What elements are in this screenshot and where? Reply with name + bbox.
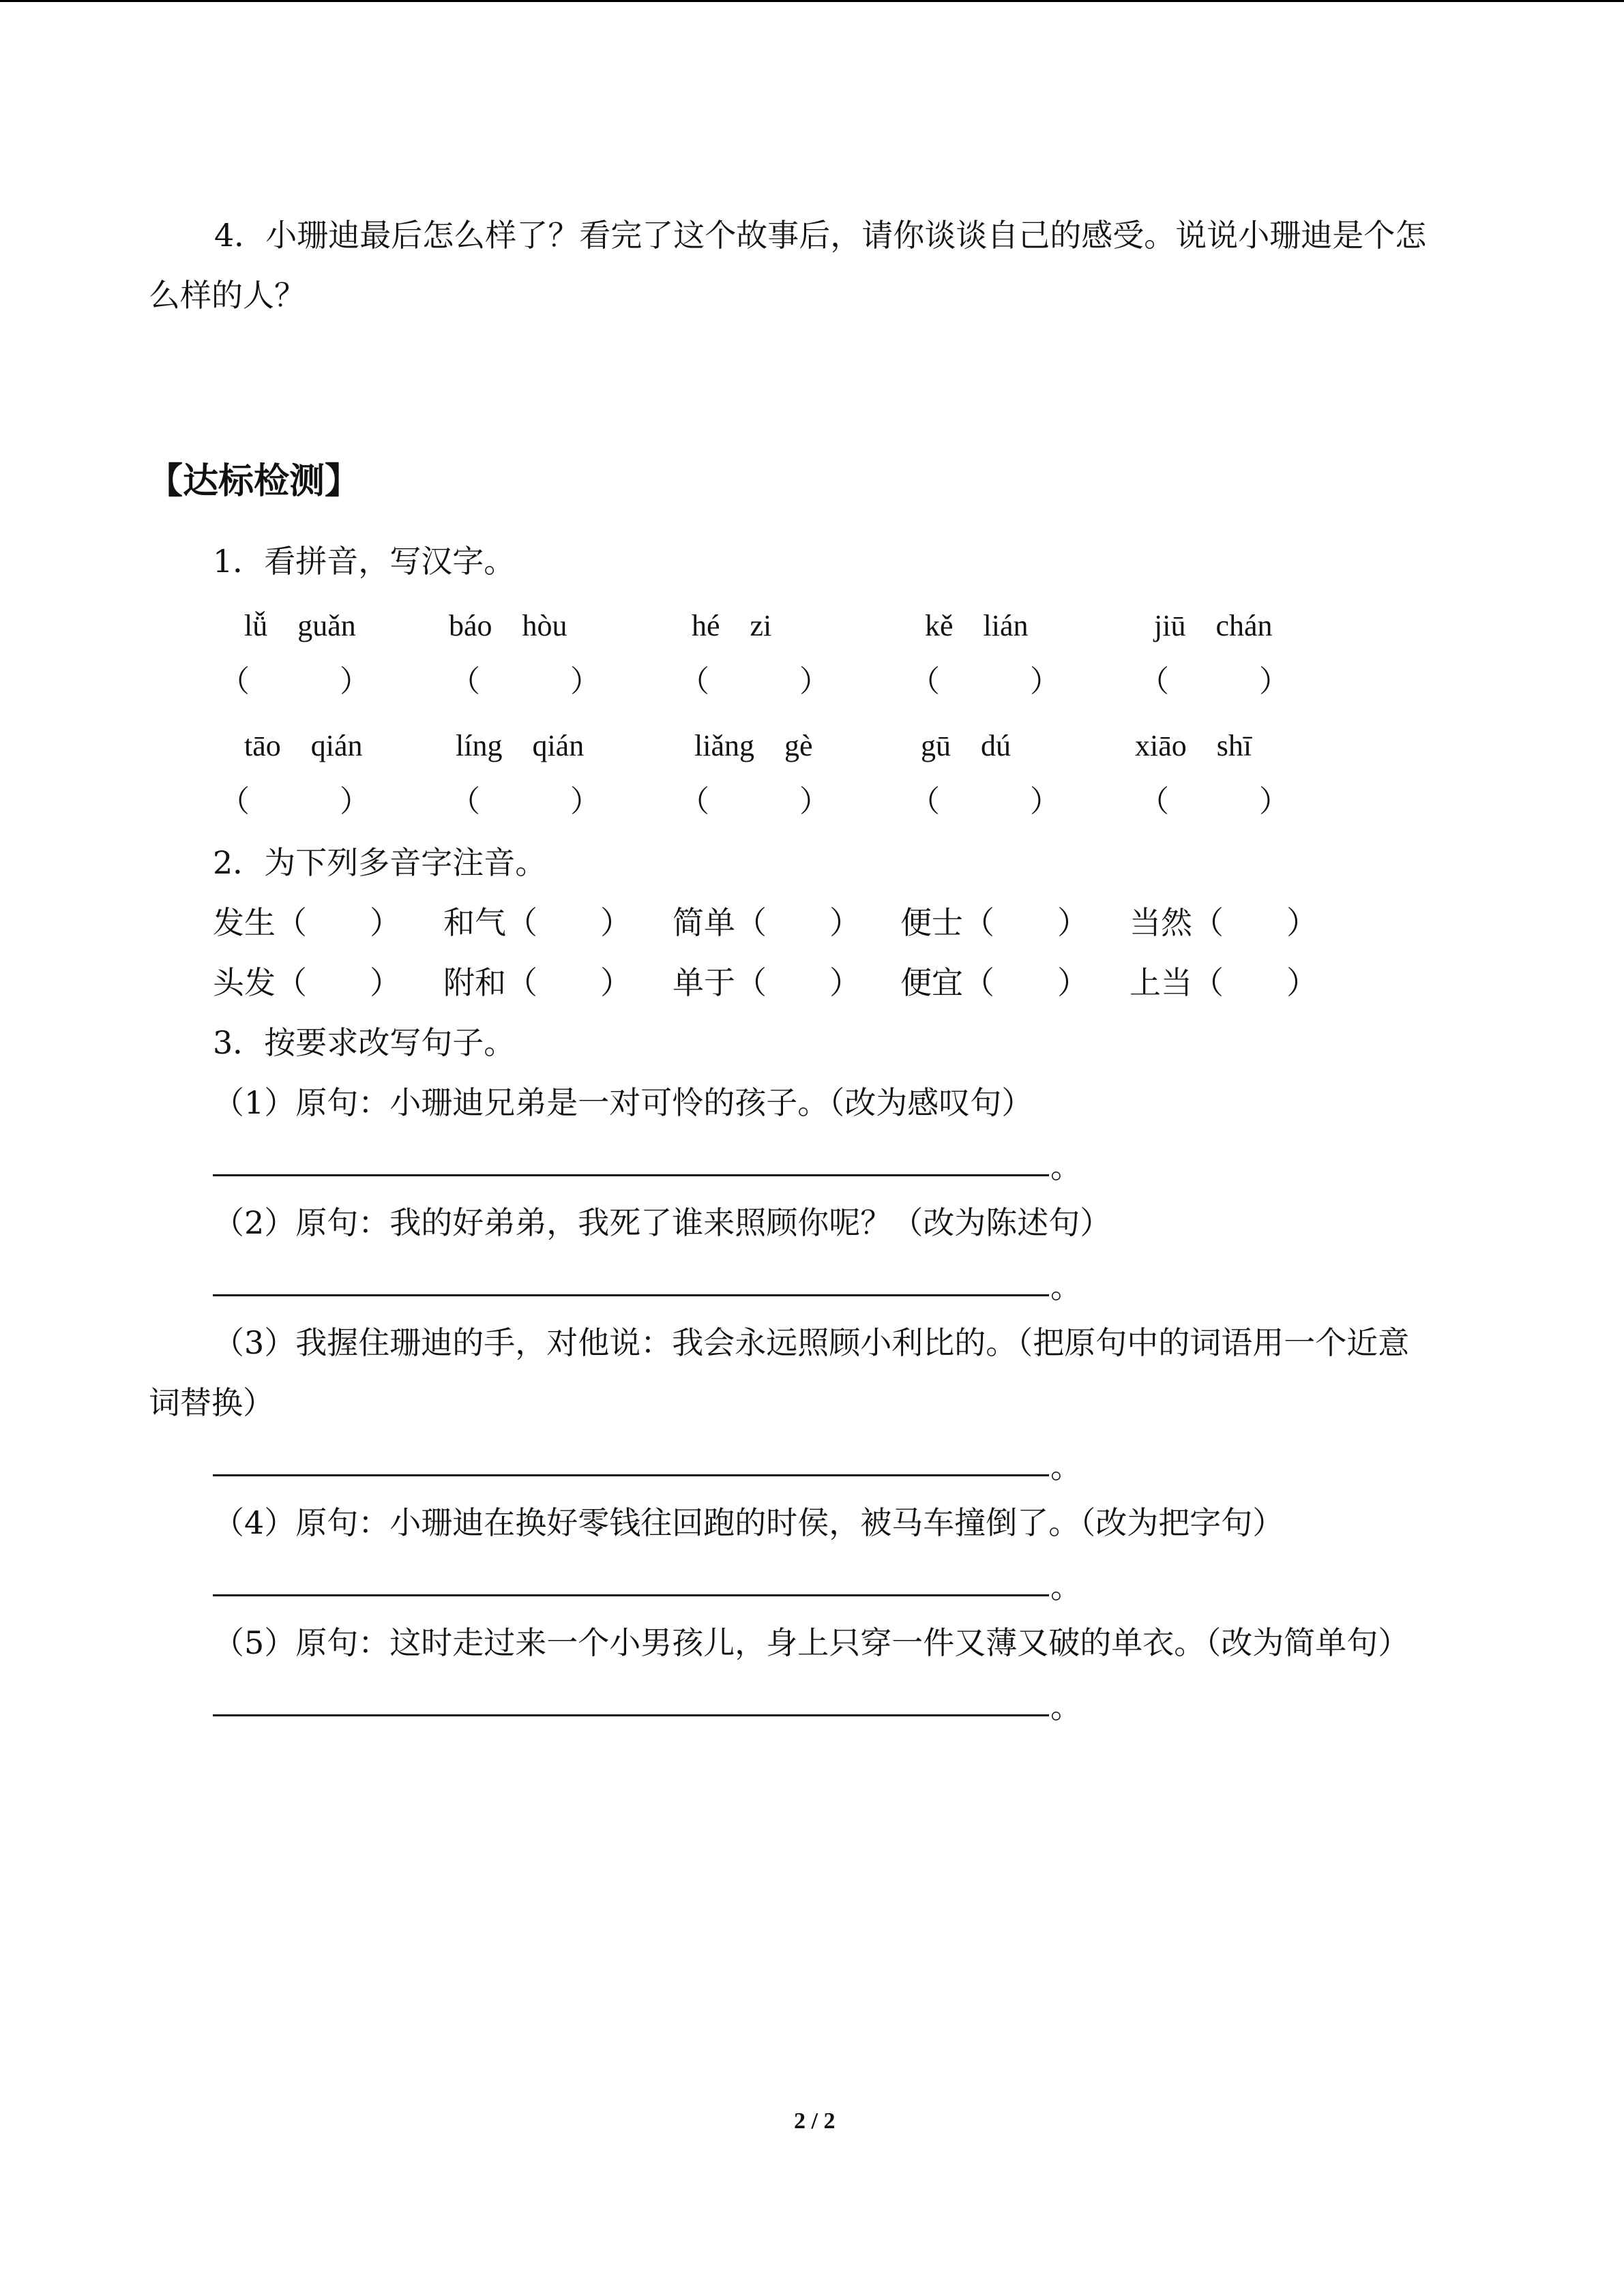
pinyin-item: jiū chán xyxy=(1154,609,1273,642)
answer-paren-right: ） xyxy=(340,784,370,819)
answer-period: 。 xyxy=(1050,1568,1082,1605)
answer-paren-left: （ xyxy=(220,784,250,819)
pinyin-item: báo hòu xyxy=(449,609,567,642)
answer-paren-left: （ xyxy=(910,784,940,819)
page-top-border xyxy=(0,0,1624,2)
answer-paren-left: （ xyxy=(1139,784,1169,819)
pinyin-item: hé zi xyxy=(692,609,772,642)
answer-blank-line xyxy=(213,1294,1049,1296)
answer-blank-line xyxy=(213,1594,1049,1596)
task3-sentence-3-line1: （3）我握住珊迪的手，对他说：我会永远照顾小利比的。（把原句中的词语用一个近意 xyxy=(213,1324,1410,1361)
task3-sentence-1: （1）原句：小珊迪兄弟是一对可怜的孩子。（改为感叹句） xyxy=(213,1084,1033,1121)
answer-paren-left: （ xyxy=(679,784,709,819)
pinyin-item: gū dú xyxy=(921,729,1011,762)
answer-period: 。 xyxy=(1050,1448,1082,1485)
task3-sentence-4: （4）原句：小珊迪在换好零钱往回跑的时侯，被马车撞倒了。（改为把字句） xyxy=(213,1504,1284,1541)
q4-line1: 4．小珊迪最后怎么样了？看完了这个故事后，请你谈谈自己的感受。说说小珊迪是个怎 xyxy=(214,217,1427,254)
pinyin-item: tāo qián xyxy=(244,729,363,762)
answer-blank-line xyxy=(213,1174,1049,1176)
answer-blank-line xyxy=(213,1474,1049,1476)
polyphone-item: 发生（ ） xyxy=(213,904,401,941)
polyphone-item: 上当（ ） xyxy=(1130,964,1318,1001)
answer-period: 。 xyxy=(1050,1148,1082,1185)
answer-paren-right: ） xyxy=(570,784,600,819)
polyphone-item: 简单（ ） xyxy=(673,904,861,941)
answer-period: 。 xyxy=(1050,1268,1082,1305)
answer-paren-right: ） xyxy=(1259,784,1289,819)
pinyin-item: kě lián xyxy=(925,609,1029,642)
polyphone-item: 附和（ ） xyxy=(443,964,632,1001)
answer-paren-left: （ xyxy=(450,784,480,819)
answer-paren-right: ） xyxy=(1030,664,1060,699)
polyphone-item: 当然（ ） xyxy=(1130,904,1318,941)
polyphone-item: 便宜（ ） xyxy=(900,964,1089,1001)
answer-paren-left: （ xyxy=(910,664,940,699)
answer-paren-right: ） xyxy=(799,784,829,819)
answer-paren-left: （ xyxy=(1139,664,1169,699)
polyphone-item: 单于（ ） xyxy=(673,964,861,1001)
answer-paren-right: ） xyxy=(1259,664,1289,699)
task2-title: 2．为下列多音字注音。 xyxy=(213,844,547,881)
answer-paren-left: （ xyxy=(679,664,709,699)
answer-blank-line xyxy=(213,1714,1049,1716)
pinyin-item: xiāo shī xyxy=(1135,729,1252,762)
page-number: 2 / 2 xyxy=(794,2108,836,2134)
task3-sentence-3-line2: 词替换） xyxy=(149,1384,274,1421)
task3-sentence-5: （5）原句：这时走过来一个小男孩儿，身上只穿一件又薄又破的单衣。（改为简单句） xyxy=(213,1624,1410,1661)
pinyin-item: lǚ guǎn xyxy=(244,609,356,642)
pinyin-item: liǎng gè xyxy=(694,729,813,762)
answer-paren-left: （ xyxy=(220,664,250,699)
answer-paren-right: ） xyxy=(799,664,829,699)
answer-paren-right: ） xyxy=(570,664,600,699)
task3-sentence-2: （2）原句：我的好弟弟，我死了谁来照顾你呢？（改为陈述句） xyxy=(213,1204,1112,1241)
q4-line2: 么样的人？ xyxy=(149,277,306,314)
answer-period: 。 xyxy=(1050,1688,1082,1725)
answer-paren-right: ） xyxy=(340,664,370,699)
answer-paren-left: （ xyxy=(450,664,480,699)
answer-paren-right: ） xyxy=(1030,784,1060,819)
polyphone-item: 头发（ ） xyxy=(213,964,401,1001)
polyphone-item: 和气（ ） xyxy=(443,904,632,941)
task3-title: 3．按要求改写句子。 xyxy=(213,1024,516,1061)
section-heading: 【达标检测】 xyxy=(147,460,361,502)
pinyin-item: líng qián xyxy=(456,729,585,762)
task1-title: 1．看拼音，写汉字。 xyxy=(213,543,516,580)
polyphone-item: 便士（ ） xyxy=(900,904,1089,941)
